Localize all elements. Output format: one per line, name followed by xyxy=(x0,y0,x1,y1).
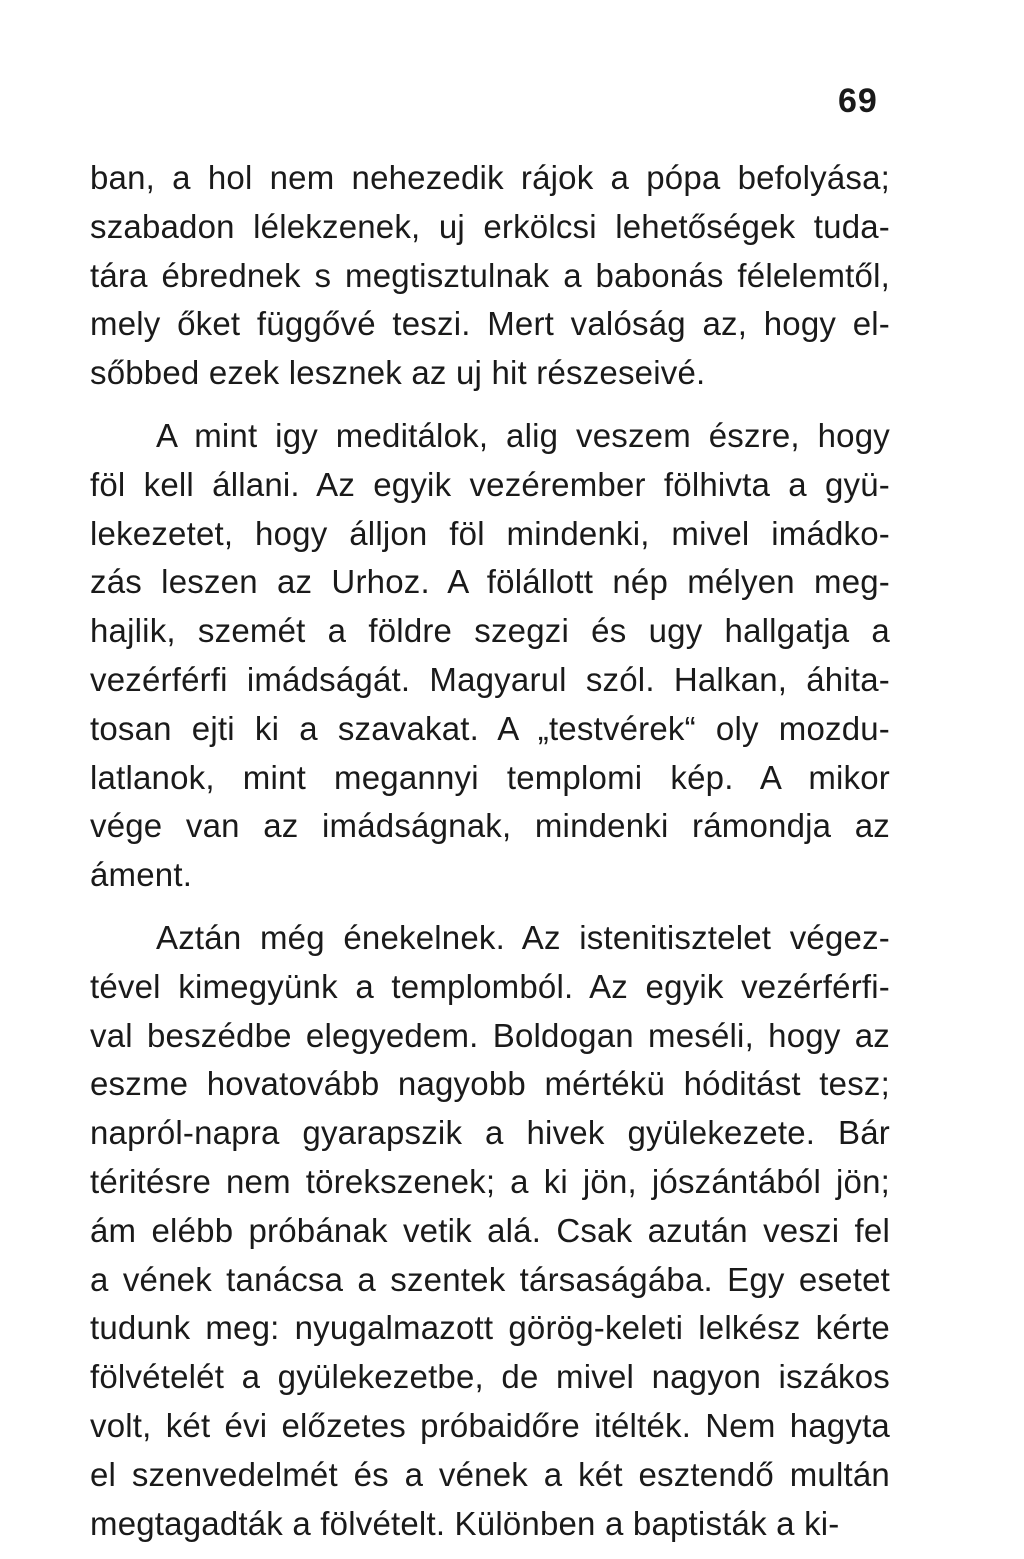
text-line: val beszédbe elegyedem. Boldogan meséli, hogy az xyxy=(90,1016,890,1054)
text-line: tosan ejti ki a szavakat. A „testvérek“ oly mozdu- xyxy=(90,709,890,747)
paragraph xyxy=(90,412,890,900)
paragraph-gap xyxy=(90,398,890,412)
text-line: eszme hovatovább nagyobb mértékü hóditást tesz; xyxy=(90,1065,890,1103)
text-line: Aztán még énekelnek. Az istenitisztelet végez- xyxy=(156,918,890,956)
text-line: A mint igy meditálok, alig veszem észre, hogy xyxy=(156,416,890,454)
text-line: hajlik, szemét a földre szegzi és ugy hallgatja a xyxy=(90,612,890,650)
text-line: tára ébrednek s megtisztulnak a babonás félelemtől, xyxy=(90,256,890,294)
text-line: szabadon lélekzenek, uj erkölcsi lehetőségek tuda- xyxy=(90,207,890,245)
text-line: vezérférfi imádságát. Magyarul szól. Halkan, áhita- xyxy=(90,660,890,698)
text-line: téritésre nem törekszenek; a ki jön, jószántából jön; xyxy=(90,1162,890,1200)
text-line: áment. xyxy=(90,856,193,894)
text-line: sőbbed ezek lesznek az uj hit részeseivé. xyxy=(90,354,706,392)
text-line: a vének tanácsa a szentek társaságába. Egy esetet xyxy=(90,1260,890,1298)
text-line: vége van az imádságnak, mindenki rámondja az xyxy=(90,807,890,845)
text-line: ám elébb próbának vetik alá. Csak azután veszi fel xyxy=(90,1211,890,1249)
text-line: el szenvedelmét és a vének a két esztendő multán xyxy=(90,1455,890,1493)
paragraph xyxy=(90,914,890,1548)
text-line: latlanok, mint megannyi templomi kép. A mikor xyxy=(90,758,890,796)
text-line: ban, a hol nem nehezedik rájok a pópa befolyása; xyxy=(90,159,890,196)
text-line: tudunk meg: nyugalmazott görög-keleti lelkész kérte xyxy=(90,1309,890,1347)
text-line: föl kell állani. Az egyik vezérember fölhivta a gyü- xyxy=(90,465,890,503)
text-line: zás leszen az Urhoz. A fölállott nép mélyen meg- xyxy=(90,563,890,601)
paragraph xyxy=(90,154,890,398)
text-line: tével kimegyünk a templomból. Az egyik vezérférfi- xyxy=(90,967,890,1005)
text-line: volt, két évi előzetes próbaidőre itélték. Nem hagyta xyxy=(90,1406,890,1444)
page-number: 69 xyxy=(838,82,878,120)
text-line: napról-napra gyarapszik a hivek gyülekezete. Bár xyxy=(90,1114,890,1152)
text-line: fölvételét a gyülekezetbe, de mivel nagyon iszákos xyxy=(90,1358,890,1396)
text-line: lekezetet, hogy álljon föl mindenki, mivel imádko- xyxy=(90,514,890,552)
paragraph-gap xyxy=(90,900,890,914)
text-line: megtagadták a fölvételt. Különben a baptisták a ki- xyxy=(90,1504,840,1542)
body-text xyxy=(90,154,890,1548)
text-line: mely őket függővé teszi. Mert valóság az, hogy el- xyxy=(90,305,890,343)
